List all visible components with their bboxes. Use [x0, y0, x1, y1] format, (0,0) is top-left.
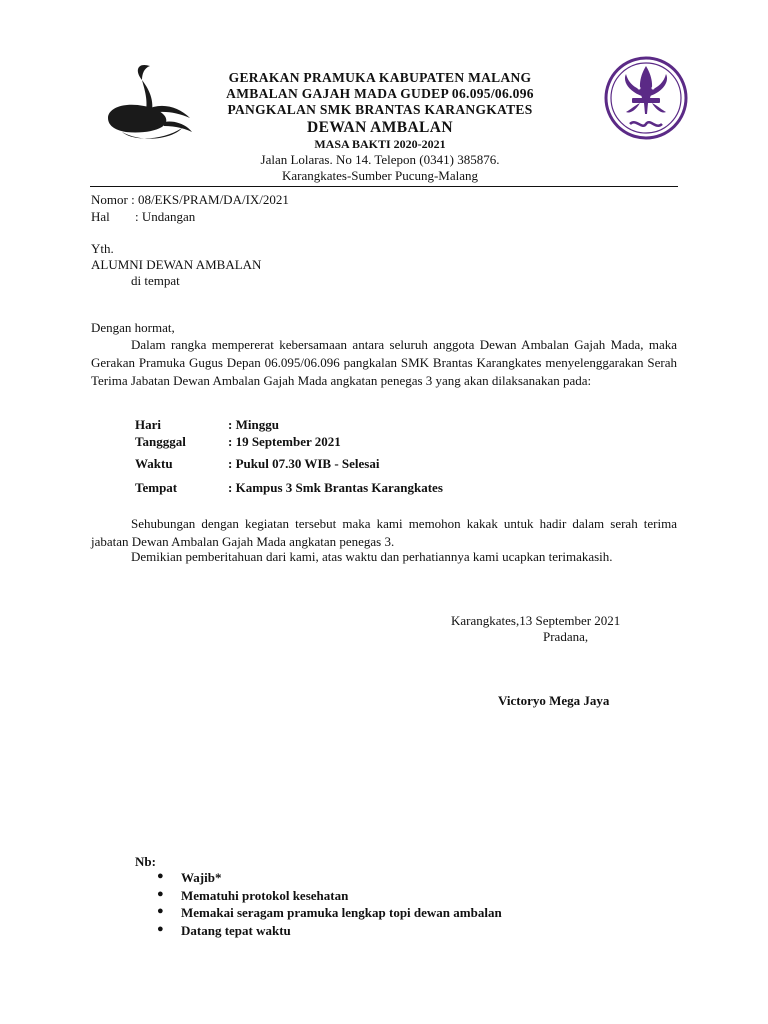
detail-label: Waktu — [135, 456, 173, 471]
bullet-icon: ● — [157, 870, 164, 882]
detail-value: : Minggu — [228, 417, 279, 432]
subject-label: Hal — [91, 209, 110, 224]
list-item — [155, 888, 502, 906]
recipient-place: di tempat — [131, 273, 180, 288]
list-item — [155, 870, 502, 888]
note-text: Memakai seragam pramuka lengkap topi dewan ambalan — [181, 905, 502, 920]
letterhead-period: MASA BAKTI 2020-2021 — [314, 137, 446, 152]
note-text: Wajib* — [181, 870, 222, 885]
detail-label: Hari — [135, 417, 161, 432]
letterhead-title: DEWAN AMBALAN — [306, 118, 453, 136]
letterhead-line2: AMBALAN GAJAH MADA GUDEP 06.095/06.096 — [226, 86, 534, 102]
letterhead-address1: Jalan Lolaras. No 14. Telepon (0341) 385876. — [260, 151, 500, 167]
detail-value: : 19 September 2021 — [228, 434, 341, 449]
signatory-name: Victoryo Mega Jaya — [498, 693, 610, 708]
subject-value: : Undangan — [135, 209, 196, 224]
note-text: Mematuhi protokol kesehatan — [181, 887, 349, 903]
letterhead-line1: GERAKAN PRAMUKA KABUPATEN MALANG — [228, 70, 532, 85]
signature-place-date: Karangkates,13 September 2021 — [451, 613, 621, 628]
letterhead — [208, 70, 552, 185]
followup-paragraph: Sehubungan dengan kegiatan tersebut maka kami memohon kakak untuk hadir dalam serah terima jabatan Dewan Ambalan Gajah Mada angkatan penegas 3. — [91, 516, 677, 549]
detail-label: Tempat — [135, 480, 178, 495]
bullet-icon: ● — [157, 905, 164, 917]
note-text: Datang tepat waktu — [181, 922, 291, 938]
list-item — [155, 923, 502, 941]
bullet-icon: ● — [157, 887, 164, 900]
notes-list — [155, 870, 502, 940]
detail-label: Tangggal — [135, 434, 186, 449]
letterhead-divider — [90, 186, 678, 187]
letterhead-line3: PANGKALAN SMK BRANTAS KARANGKATES — [227, 102, 533, 118]
detail-value: : Pukul 07.30 WIB - Selesai — [228, 456, 380, 471]
letter-number: Nomor : 08/EKS/PRAM/DA/IX/2021 — [91, 192, 289, 207]
tunas-kelapa-logo-icon — [104, 62, 204, 142]
bullet-icon: ● — [157, 922, 164, 935]
opening-paragraph: Dalam rangka mempererat kebersamaan antara seluruh anggota Dewan Ambalan Gajah Mada, maka Gerakan Pramuka Gugus Depan 06.095/06.096 pangkalan SMK Brantas Karangkates menyelenggarakan Serah Terima Jabatan Dewan Ambalan Gajah Mada angkatan penegas 3 yang akan dilaksanakan pada: — [91, 337, 677, 388]
world-scout-emblem-icon — [600, 52, 692, 144]
greeting: Dengan hormat, — [91, 320, 175, 335]
recipient-salutation: Yth. — [91, 241, 114, 256]
closing-paragraph: Demikian pemberitahuan dari kami, atas waktu dan perhatiannya kami ucapkan terimakasih. — [131, 549, 613, 564]
detail-value: : Kampus 3 Smk Brantas Karangkates — [228, 480, 443, 495]
list-item — [155, 905, 502, 923]
letterhead-address2: Karangkates-Sumber Pucung-Malang — [281, 168, 479, 184]
notes-title: Nb: — [135, 854, 156, 869]
recipient-name: ALUMNI DEWAN AMBALAN — [91, 257, 262, 272]
signature-position: Pradana, — [543, 629, 589, 644]
